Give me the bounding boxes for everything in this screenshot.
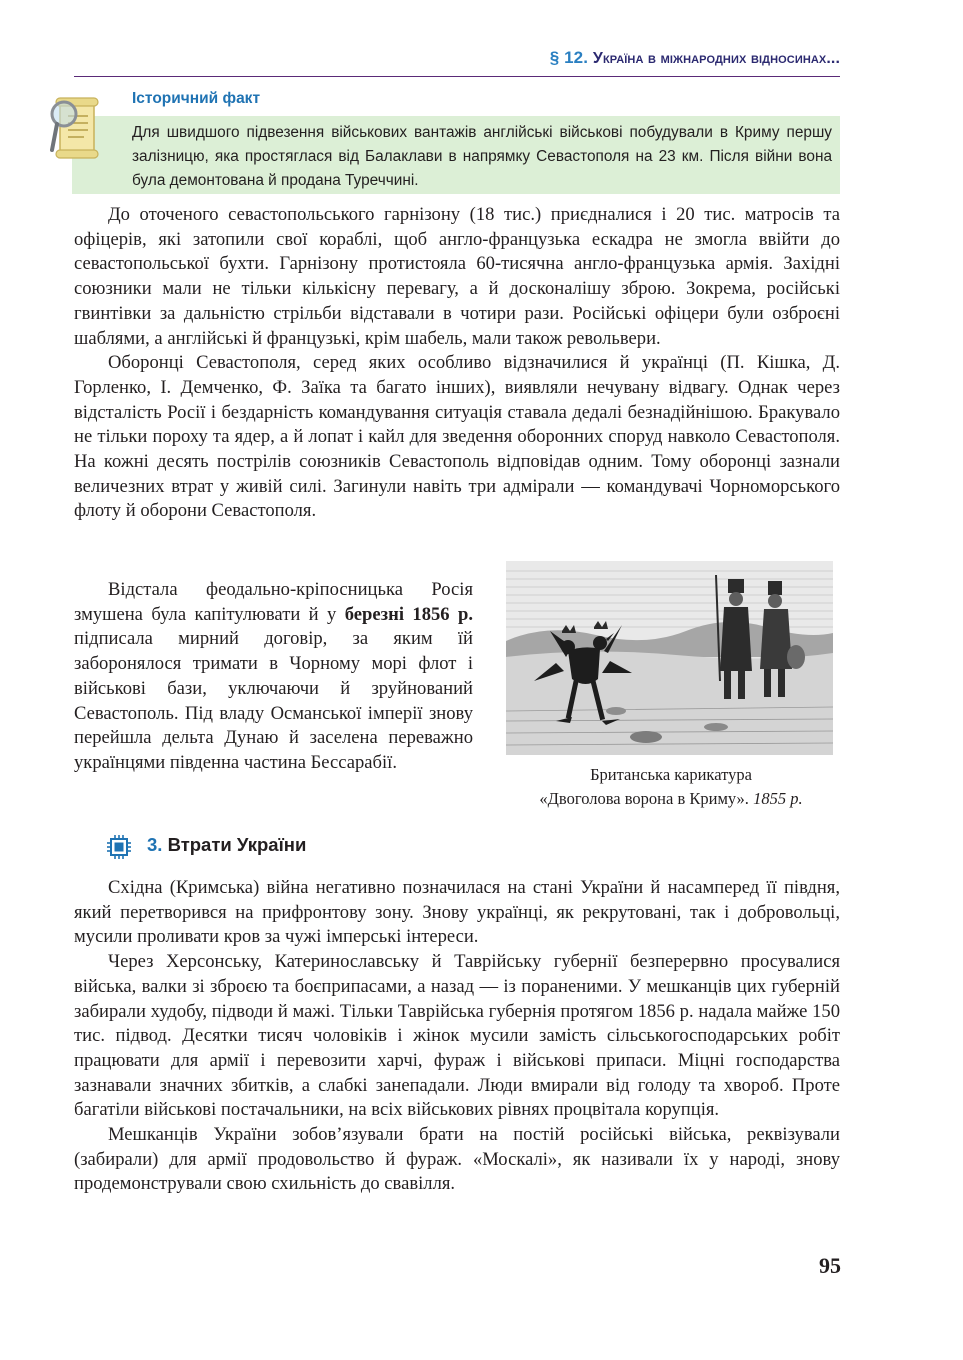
header-title	[550, 48, 840, 68]
paragraph: До оточеного севастопольського гарнізону (18 тис.) приєдналися і 20 тис. матросів та офіцерів, які затопили свої кораблі, щоб англо-французька ескадра не змогла ввійти до севастопольської бухти. Гарнізону протистояла 60-тисячна англо-французька армія. Західні союзники мали не тільки кількісну перевагу, а й досконалішу зброю. Зокрема, російські гвинтівки за дальністю стрільби відставали в чотири рази. Російські офіцери були озброєні шаблями, а англійські й французькі, крім шабель, мали також револьвери.	[74, 204, 840, 349]
paragraph: Мешканців України зобов’язували брати на постій російські війська, реквізували (забирали) для армії продовольство й фураж. «Москалі», як називали їх у народі, знову продемонстрували свою схильність до свавілля.	[74, 1124, 840, 1195]
left-column-text	[74, 578, 473, 776]
header-section-title: Україна в міжнародних відносинах...	[592, 50, 840, 67]
caption-date: 1855 р.	[753, 789, 803, 808]
bold-date: березні 1856 р.	[344, 603, 473, 625]
paragraph: Відстала феодально-кріпосницька Росія змушена була капітулювати й у березні 1856 р. підписала мирний договір, за яким їй заборонялося тримати в Чорному морі флот і військові бази, уключаючи й зруйнований Севастополь. Під владу Османської імперії знову перейшла дельта Дунаю й заселена переважно українцями південна частина Бессарабії.	[74, 579, 473, 773]
main-text-bottom	[74, 876, 840, 1197]
fact-text: Для швидшого підвезення військових вантажів англійські військові побудували в Криму першу залізницю, яка простяглася від Балаклави в напрямку Севастополя на 23 км. Після війни вона була демонтована й продана Туреччині.	[132, 124, 832, 189]
running-header	[74, 46, 840, 77]
figure-caption	[498, 763, 844, 811]
section-number: 3.	[147, 834, 163, 855]
caption-line-2: «Двоголова ворона в Криму». 1855 р.	[539, 789, 803, 808]
header-section-number: § 12.	[549, 48, 589, 67]
section-heading	[147, 834, 306, 856]
fact-label: Історичний факт	[132, 90, 261, 107]
scroll-magnifier-icon	[46, 92, 104, 162]
paragraph: Східна (Кримська) війна негативно позначилася на стані України й насамперед її півдня, який перетворився на прифронтову зону. Знову українці, як рекрутовані, так і добровольці, мусили проливати кров за чужі імперські інтереси.	[74, 877, 840, 948]
section-title-text: Втрати України	[167, 834, 307, 855]
paragraph: Оборонці Севастополя, серед яких особливо відзначилися й українці (П. Кішка, Д. Горленко, І. Демченко, Ф. Заїка та багато інших), виявляли нечувану відвагу. Однак через відсталість Росії і бездарність командування ситуація ставала дедалі безнадійнішою. Бракувало не тільки пороху та ядер, а й лопат і кайл для зведення оборонних споруд навколо Севастополя. На кожні десять пострілів союзників Севастополь відповідав одним. Тому оборонці зазнали величезних втрат у живій силі. Загинули навіть три адмірали — командувачі Чорноморського флоту й оборони Севастополя.	[74, 352, 840, 522]
paragraph: Через Херсонську, Катеринославську й Таврійську губернії безперервно просувалися війська, валки зі зброєю та боєприпасами, а назад — із пораненими. У мешканців цих губерній забирали худобу, підводи й мажі. Тільки Таврійська губернія протягом 1856 р. надала майже 150 тис. підвод. Десятки тисяч чоловіків і жінок мусили замість сільськогосподарських робіт працювати для армії і перевозити харчі, фураж і військові припаси. Міцні господарства зазнавали значних збитків, а слабкі занепадали. Люди вмирали від голоду та хвороб. Проте багатіли військові постачальники, на всіх військових рівнях процвітала корупція.	[74, 951, 840, 1121]
page-number: 95	[819, 1253, 841, 1278]
caricature-illustration	[506, 561, 833, 755]
main-text-top	[74, 203, 840, 524]
chip-icon	[107, 835, 131, 859]
caption-line-1: Британська карикатура	[590, 765, 752, 784]
